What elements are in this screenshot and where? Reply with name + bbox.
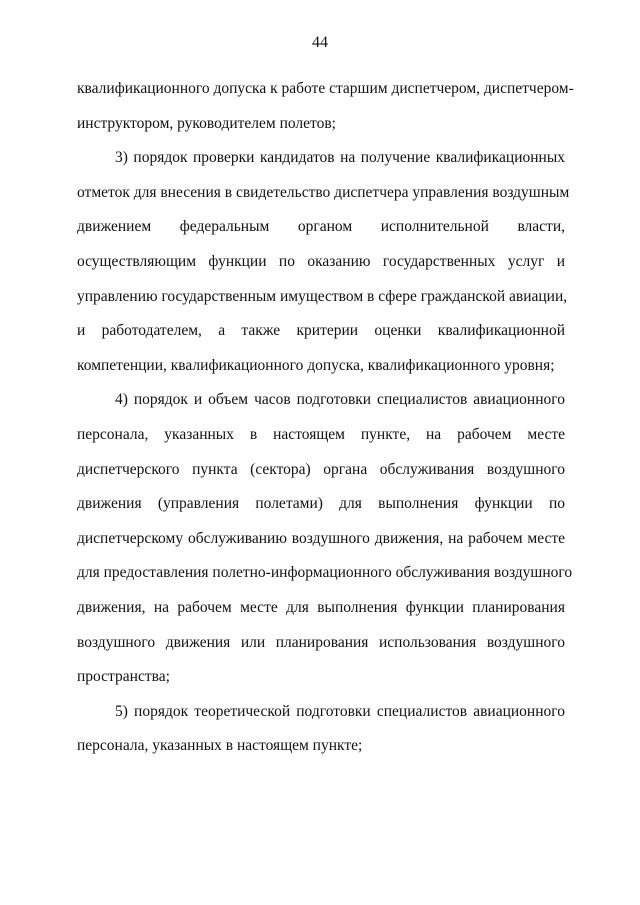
text-line: диспетчерского пункта (сектора) органа обслуживания воздушного: [77, 460, 565, 478]
text-line: пространства;: [77, 668, 170, 686]
page-number: 44: [312, 34, 328, 51]
text-line: воздушного движения или планирования использования воздушного: [77, 633, 565, 651]
text-line: отметок для внесения в свидетельство диспетчера управления воздушным: [77, 183, 570, 201]
text-line: квалификационного допуска к работе старшим диспетчером, диспетчером-: [77, 80, 574, 97]
text-line: 5) порядок теоретической подготовки специалистов авиационного: [115, 702, 565, 720]
document-body: [77, 72, 574, 764]
text-line: диспетчерскому обслуживанию воздушного движения, на рабочем месте: [77, 529, 565, 547]
text-line: персонала, указанных в настоящем пункте, на рабочем месте: [77, 425, 565, 443]
text-line: 3) порядок проверки кандидатов на получение квалификационных: [115, 149, 565, 167]
text-line: движения, на рабочем месте для выполнения функции планирования: [77, 598, 565, 616]
text-line: инструктором, руководителем полетов;: [77, 114, 336, 132]
text-line: и работодателем, а также критерии оценки квалификационной: [77, 322, 565, 340]
text-line: персонала, указанных в настоящем пункте;: [77, 737, 363, 755]
text-line: движением федеральным органом исполнительной власти,: [77, 218, 565, 236]
text-line: управлению государственным имуществом в сфере гражданской авиации,: [77, 287, 568, 305]
text-line: 4) порядок и объем часов подготовки специалистов авиационного: [115, 391, 565, 409]
text-line: движения (управления полетами) для выполнения функции по: [77, 495, 565, 513]
text-line: для предоставления полетно-информационного обслуживания воздушного: [77, 564, 573, 582]
text-line: компетенции, квалификационного допуска, квалификационного уровня;: [77, 356, 555, 374]
text-line: осуществляющим функции по оказанию государственных услуг и: [77, 252, 565, 270]
